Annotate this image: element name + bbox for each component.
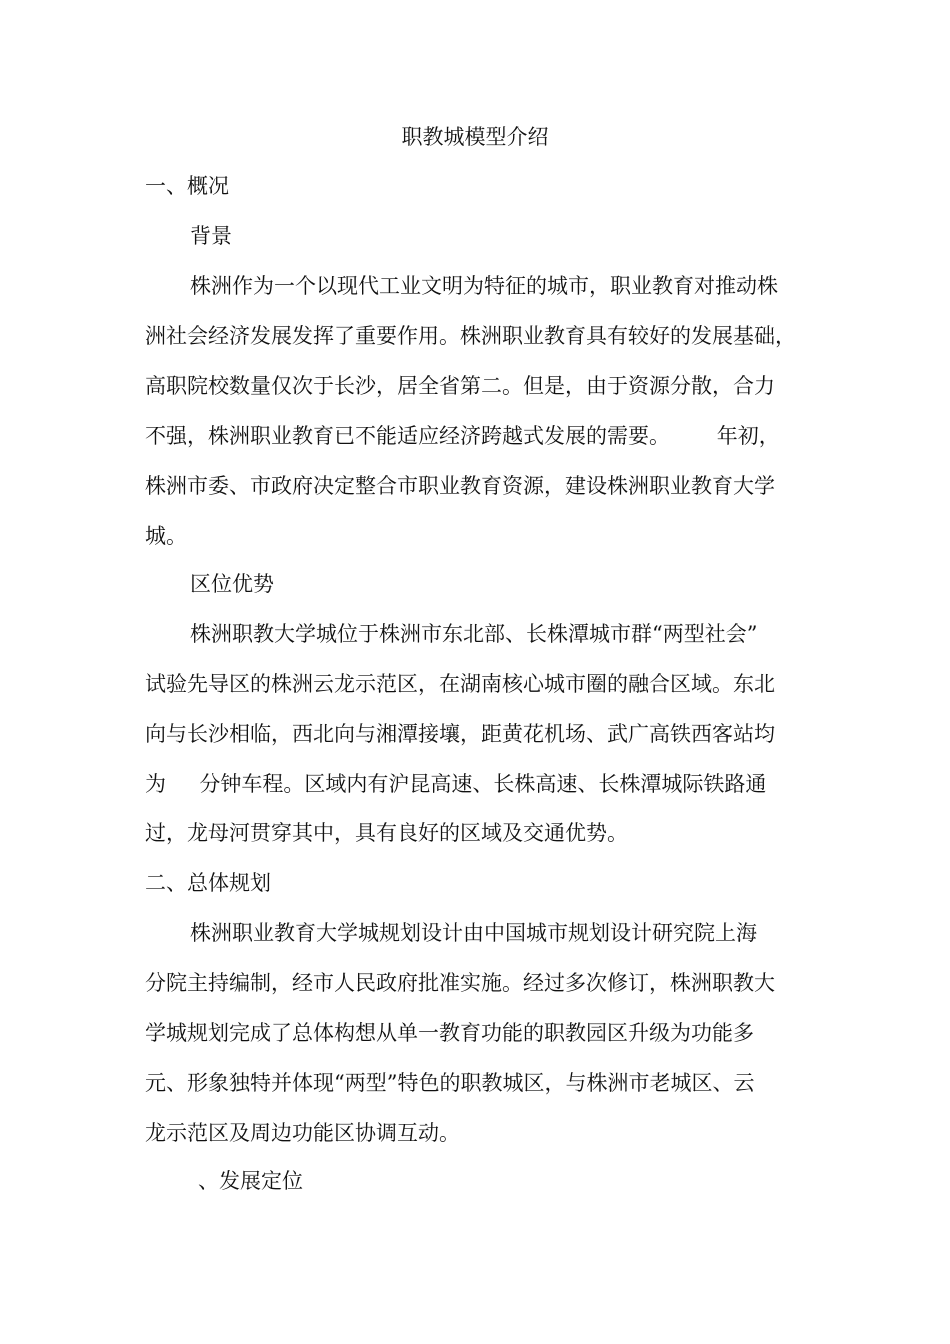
paragraph-line: 株洲市委、市政府决定整合市职业教育资源，建设株洲职业教育大学 bbox=[145, 474, 775, 498]
section-heading-master-plan: 二、总体规划 bbox=[145, 871, 271, 895]
paragraph-line: 高职院校数量仅次于长沙，居全省第二。但是，由于资源分散，合力 bbox=[145, 374, 775, 398]
paragraph-line: 城。 bbox=[145, 524, 187, 548]
paragraph-line: 株洲职业教育大学城规划设计由中国城市规划设计研究院上海 bbox=[190, 921, 757, 945]
paragraph-line: 学城规划完成了总体构想从单一教育功能的职教园区升级为功能多 bbox=[145, 1021, 754, 1045]
paragraph-line: 不强，株洲职业教育已不能适应经济跨越式发展的需要。 年初， bbox=[145, 424, 780, 448]
paragraph-line: 株洲职教大学城位于株洲市东北部、长株潭城市群“两型社会” bbox=[190, 622, 758, 646]
paragraph-line: 龙示范区及周边功能区协调互动。 bbox=[145, 1121, 460, 1145]
paragraph-line: 试验先导区的株洲云龙示范区，在湖南核心城市圈的融合区域。东北 bbox=[145, 672, 775, 696]
paragraph-line: 为 分钟车程。区域内有沪昆高速、长株高速、长株潭城际铁路通 bbox=[145, 772, 767, 796]
paragraph-line: 洲社会经济发展发挥了重要作用。株洲职业教育具有较好的发展基础， bbox=[145, 324, 796, 348]
paragraph-line: 过，龙母河贯穿其中，具有良好的区域及交通优势。 bbox=[145, 821, 628, 845]
subheading-location-advantage: 区位优势 bbox=[190, 572, 274, 596]
paragraph-line: 分院主持编制，经市人民政府批准实施。经过多次修订，株洲职教大 bbox=[145, 971, 775, 995]
document-title: 职教城模型介绍 bbox=[401, 125, 549, 149]
subheading-background: 背景 bbox=[190, 224, 232, 248]
subheading-development-positioning: 、发展定位 bbox=[198, 1169, 303, 1193]
paragraph-line: 株洲作为一个以现代工业文明为特征的城市，职业教育对推动株 bbox=[190, 274, 778, 298]
paragraph-line: 元、形象独特并体现“两型”特色的职教城区，与株洲市老城区、云 bbox=[145, 1071, 755, 1095]
section-heading-overview: 一、概况 bbox=[145, 174, 229, 198]
paragraph-line: 向与长沙相临，西北向与湘潭接壤，距黄花机场、武广高铁西客站均 bbox=[145, 722, 775, 746]
